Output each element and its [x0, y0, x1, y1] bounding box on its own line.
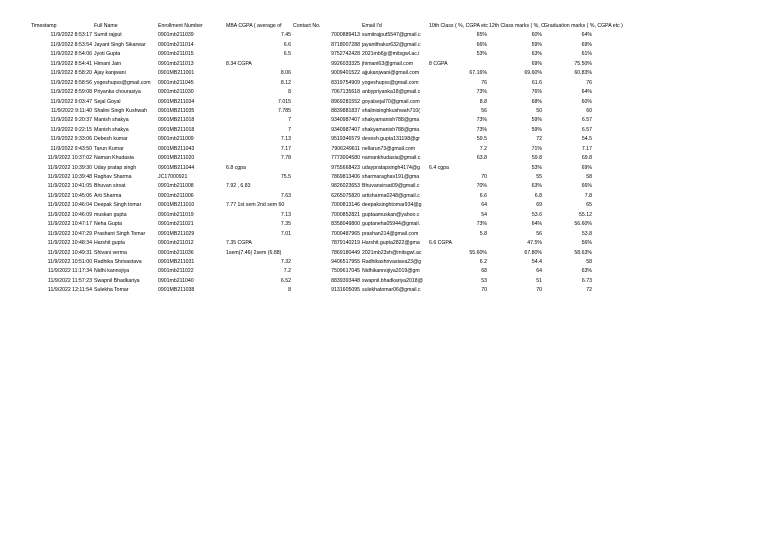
cell-10th-class[interactable]: 5.8	[479, 230, 487, 237]
cell-contact-no[interactable]: 9340987407	[331, 117, 360, 124]
cell-graduation[interactable]: 7.17	[581, 145, 592, 152]
cell-mba-cgpa[interactable]: 7.32	[280, 258, 291, 265]
cell-contact-no[interactable]: 9131605095	[331, 287, 360, 294]
table-row	[30, 182, 747, 191]
cell-full-name[interactable]: Shalini Singh Kushwah	[94, 107, 148, 114]
cell-12th-class[interactable]: 67.80%	[524, 249, 542, 256]
cell-enrollment-number[interactable]: 0901mb211030	[158, 89, 194, 96]
cell-contact-no[interactable]: 8969281552	[331, 98, 360, 105]
cell-mba-cgpa[interactable]: 7.35 CGPA	[226, 240, 252, 247]
cell-10th-class[interactable]: 6.6	[479, 192, 487, 199]
cell-timestamp[interactable]: 11/9/2022 9:43:50	[50, 145, 92, 152]
cell-mba-cgpa[interactable]: 6.52	[280, 277, 291, 284]
table-row	[30, 258, 747, 267]
cell-contact-no[interactable]: 9926033325	[331, 60, 360, 67]
cell-full-name[interactable]: Himani Jain	[94, 60, 122, 67]
cell-contact-no[interactable]: 9519346579	[331, 136, 360, 143]
cell-enrollment-number[interactable]: 0901MB211038	[158, 287, 195, 294]
cell-graduation[interactable]: 7.8	[584, 192, 592, 199]
table-row	[30, 211, 747, 220]
cell-enrollment-number[interactable]: 0901mb211036	[158, 249, 194, 256]
cell-email[interactable]: sulekhatomar06@gmail.c	[362, 287, 421, 294]
cell-contact-no[interactable]: 9406517955	[331, 258, 360, 265]
cell-graduation[interactable]: 54.5	[581, 136, 592, 143]
cell-enrollment-number[interactable]: 0901mb211006	[158, 192, 194, 199]
cell-contact-no[interactable]: 8839393448	[331, 277, 360, 284]
cell-12th-class[interactable]: 72	[536, 136, 542, 143]
cell-enrollment-number[interactable]: 0901MB211031	[158, 258, 195, 265]
table-row	[30, 164, 747, 173]
cell-timestamp[interactable]: 11/9/2022 8:53:54	[50, 41, 92, 48]
cell-email[interactable]: sumitrajput5547@gmail.c	[362, 32, 421, 39]
cell-timestamp[interactable]: 11/9/2022 11:17:34	[48, 268, 92, 275]
cell-10th-class[interactable]: 54	[481, 211, 487, 218]
cell-full-name[interactable]: yogeshupss@gmail.com	[94, 79, 151, 86]
cell-full-name[interactable]: muskan gupta	[94, 211, 127, 218]
cell-enrollment-number[interactable]: 0901mb211040	[158, 277, 194, 284]
cell-10th-class[interactable]: 55.60%	[469, 249, 487, 256]
cell-email[interactable]: ajjukanjwani@gmail.com	[362, 70, 420, 77]
cell-enrollment-number[interactable]: 0901MB211010	[158, 202, 195, 209]
cell-mba-cgpa[interactable]: 7	[288, 117, 291, 124]
table-row	[30, 230, 747, 239]
cell-graduation[interactable]: 55.12	[579, 211, 592, 218]
cell-full-name[interactable]: Raghav Sharma	[94, 174, 132, 180]
cell-full-name[interactable]: Prashant Singh Tomar	[94, 230, 146, 237]
cell-graduation[interactable]: 64%	[581, 32, 592, 39]
cell-graduation[interactable]: 58	[586, 258, 592, 265]
cell-12th-class[interactable]: 68%	[531, 98, 542, 105]
cell-graduation[interactable]: 76	[586, 79, 592, 86]
cell-enrollment-number[interactable]: 0901mb211021	[158, 221, 194, 228]
cell-contact-no[interactable]: 7509617045	[331, 268, 360, 275]
cell-10th-class[interactable]: 73%	[476, 221, 487, 228]
cell-email[interactable]: 2021mb6jy@mitsgwl.ac.i	[362, 51, 420, 58]
cell-enrollment-number[interactable]: 0901mb211015	[158, 51, 194, 58]
cell-enrollment-number[interactable]: 0901MB211044	[158, 164, 195, 171]
cell-email[interactable]: Nidhikannojiya2019@gm	[362, 268, 420, 275]
cell-timestamp[interactable]: 11/9/2022 10:49:31	[47, 249, 92, 256]
cell-12th-class[interactable]: 59%	[531, 117, 542, 124]
cell-10th-class[interactable]: 70%	[476, 183, 487, 190]
cell-10th-class[interactable]: 8 CGPA	[429, 60, 448, 67]
cell-email[interactable]: nellarun73@gmail.com	[362, 145, 416, 152]
cell-graduation[interactable]: 69%	[581, 164, 592, 171]
cell-full-name[interactable]: Neha Gupta	[94, 221, 122, 228]
cell-mba-cgpa[interactable]: 7.13	[280, 211, 291, 218]
cell-mba-cgpa[interactable]: 8.12	[280, 79, 291, 86]
cell-email[interactable]: shakyamanish788@gma	[362, 126, 420, 133]
cell-contact-no[interactable]: 7773004580	[331, 155, 360, 162]
cell-full-name[interactable]: Ajay kanjwani	[94, 70, 126, 77]
header-graduation[interactable]: Graduation marks ( %, CGPA etc )	[544, 23, 623, 29]
cell-mba-cgpa[interactable]: 7.01	[280, 230, 291, 237]
cell-email[interactable]: udaypratapsingh4174@g	[362, 164, 421, 171]
cell-email[interactable]: guptaamuskan@yahoo.c	[362, 211, 420, 218]
cell-graduation[interactable]: 69.8	[581, 155, 592, 162]
cell-email[interactable]: jhimani63@gmail.com	[362, 60, 414, 67]
cell-12th-class[interactable]: 56	[536, 230, 542, 237]
cell-12th-class[interactable]: 59%	[531, 126, 542, 133]
cell-enrollment-number[interactable]: 0901MB211018	[158, 117, 195, 124]
cell-email[interactable]: namankhudasia@gmail.c	[362, 155, 421, 162]
cell-timestamp[interactable]: 11/9/2022 10:46:09	[47, 211, 92, 218]
cell-10th-class[interactable]: 6.6 CGPA	[429, 240, 452, 247]
cell-full-name[interactable]: Sulekha Tomar	[94, 287, 129, 294]
cell-12th-class[interactable]: 76%	[531, 89, 542, 96]
cell-timestamp[interactable]: 11/9/2022 11:57:23	[48, 277, 92, 284]
cell-12th-class[interactable]: 6.8	[534, 192, 542, 199]
table-row	[30, 69, 747, 78]
cell-contact-no[interactable]: 8358049800	[331, 221, 360, 228]
cell-12th-class[interactable]: 59%	[531, 41, 542, 48]
table-row	[30, 249, 747, 258]
cell-12th-class[interactable]: 47.5%	[527, 240, 542, 247]
cell-timestamp[interactable]: 11/9/2022 10:37:02	[47, 155, 92, 162]
cell-full-name[interactable]: Manish shakya	[94, 117, 129, 124]
table-row	[30, 41, 747, 50]
cell-mba-cgpa[interactable]: 7.45	[280, 32, 291, 39]
cell-email[interactable]: prashan214@gmail.com	[362, 230, 419, 237]
cell-contact-no[interactable]: 9755668423	[331, 164, 360, 171]
cell-timestamp[interactable]: 11/9/2022 9:03:47	[50, 98, 92, 105]
header-contact-no[interactable]: Contact No.	[293, 23, 321, 29]
header-mba-cgpa[interactable]: MBA CGPA ( average of	[226, 23, 282, 29]
header-row	[30, 22, 747, 31]
header-email[interactable]: Email I'd	[362, 23, 382, 29]
cell-contact-no[interactable]: 8839881837	[331, 107, 360, 114]
cell-enrollment-number[interactable]: 0901MB211034	[158, 98, 195, 105]
cell-12th-class[interactable]: 59.8	[531, 155, 542, 162]
table-body	[30, 31, 747, 295]
cell-full-name[interactable]: Priyanka chourasiya	[94, 89, 141, 96]
cell-10th-class[interactable]: 63.8	[476, 155, 487, 162]
cell-graduation[interactable]: 58.63%	[574, 249, 592, 256]
cell-timestamp[interactable]: 11/9/2022 9:20:37	[50, 117, 92, 124]
cell-email[interactable]: shakyamanish788@gma	[362, 117, 420, 124]
cell-email[interactable]: deepaksinghtomar934@g	[362, 202, 422, 209]
cell-10th-class[interactable]: 53	[481, 277, 487, 284]
cell-mba-cgpa[interactable]: 7.78	[280, 155, 291, 162]
cell-10th-class[interactable]: 56	[481, 107, 487, 114]
table-row	[30, 60, 747, 69]
cell-enrollment-number[interactable]: 0901mb211012	[158, 240, 194, 247]
cell-full-name[interactable]: Swapnil Bhadkariya	[94, 277, 140, 284]
table-row	[30, 201, 747, 210]
cell-full-name[interactable]: Manish shakya	[94, 126, 129, 133]
cell-email[interactable]: guptaneha05944@gmail.	[362, 221, 421, 228]
cell-full-name[interactable]: Sumit rajput	[94, 32, 122, 39]
cell-email[interactable]: jayantthakur632@gmail.c	[362, 41, 421, 48]
cell-mba-cgpa[interactable]: 7.63	[280, 192, 291, 199]
cell-email[interactable]: Harshit.gupta2822@gma	[362, 240, 420, 247]
cell-mba-cgpa[interactable]: 7.92 , 6.83	[226, 183, 251, 190]
cell-12th-class[interactable]: 53.6	[531, 211, 542, 218]
cell-timestamp[interactable]: 11/9/2022 8:58:56	[50, 79, 92, 86]
cell-graduation[interactable]: 66%	[581, 183, 592, 190]
spreadsheet	[30, 22, 747, 296]
cell-graduation[interactable]: 6.57	[581, 117, 592, 124]
cell-graduation[interactable]: 64%	[581, 89, 592, 96]
cell-enrollment-number[interactable]: 0901MB211029	[158, 230, 195, 237]
cell-mba-cgpa[interactable]: 7	[288, 126, 291, 133]
cell-full-name[interactable]: Uday pratap singh	[94, 164, 137, 171]
cell-full-name[interactable]: Shivani verma	[94, 249, 127, 256]
cell-mba-cgpa[interactable]: 8.06	[280, 70, 291, 77]
cell-12th-class[interactable]: 70	[536, 287, 542, 294]
cell-contact-no[interactable]: 7000889413	[331, 32, 360, 39]
cell-graduation[interactable]: 69%	[581, 41, 592, 48]
cell-10th-class[interactable]: 70	[481, 287, 487, 294]
cell-email[interactable]: 2021mb23sh@mitsgwl.ac	[362, 249, 422, 256]
cell-email[interactable]: artisharma0248@gmail.c	[362, 192, 420, 199]
cell-timestamp[interactable]: 11/9/2022 9:33:06	[50, 136, 92, 143]
table-row	[30, 192, 747, 201]
table-row	[30, 145, 747, 154]
cell-timestamp[interactable]: 11/9/2022 10:41:05	[47, 183, 92, 190]
cell-email[interactable]: goyalsejal70@gmail.com	[362, 98, 420, 105]
header-enrollment-number[interactable]: Enrollment Number	[158, 23, 203, 29]
cell-10th-class[interactable]: 6.4 cgpa	[429, 164, 449, 171]
cell-email[interactable]: anbypriyanka18@gmail.c	[362, 89, 421, 96]
header-full-name[interactable]: Full Name	[94, 23, 118, 29]
cell-timestamp[interactable]: 11/9/2022 8:53:17	[50, 32, 92, 39]
table-row	[30, 107, 747, 116]
cell-timestamp[interactable]: 11/9/2022 10:46:04	[47, 202, 92, 209]
table-row	[30, 239, 747, 248]
cell-10th-class[interactable]: 65%	[476, 32, 487, 39]
cell-10th-class[interactable]: 66%	[476, 41, 487, 48]
cell-enrollment-number[interactable]: 0901mb211014	[158, 41, 194, 48]
table-row	[30, 126, 747, 135]
cell-12th-class[interactable]: 63%	[531, 51, 542, 58]
cell-12th-class[interactable]: 61.6	[531, 79, 542, 86]
cell-contact-no[interactable]: 6265075820	[331, 192, 360, 199]
cell-enrollment-number[interactable]: 0901mb211039	[158, 32, 194, 39]
table-row	[30, 79, 747, 88]
table-row	[30, 267, 747, 276]
cell-mba-cgpa[interactable]: 8	[288, 287, 291, 294]
table-row	[30, 286, 747, 295]
cell-contact-no[interactable]: 7879140219	[331, 240, 360, 247]
cell-contact-no[interactable]: 9340987407	[331, 126, 360, 133]
table-row	[30, 173, 747, 182]
cell-timestamp[interactable]: 11/9/2022 10:51:00	[47, 258, 92, 265]
cell-contact-no[interactable]: 7000813146	[331, 202, 360, 209]
cell-full-name[interactable]: Bhuvan sirsat	[94, 183, 126, 190]
cell-12th-class[interactable]: 54.4	[531, 258, 542, 265]
cell-timestamp[interactable]: 11/9/2022 10:45:06	[47, 192, 92, 199]
cell-timestamp[interactable]: 11/9/2022 10:39:48	[47, 174, 92, 180]
cell-10th-class[interactable]: 59.5	[476, 136, 487, 143]
header-timestamp[interactable]: Timestamp	[31, 23, 57, 29]
cell-timestamp[interactable]: 11/9/2022 10:48:34	[47, 240, 92, 247]
cell-enrollment-number[interactable]: 0901MB211043	[158, 145, 195, 152]
cell-timestamp[interactable]: 11/9/2022 8:59:08	[50, 89, 92, 96]
cell-enrollment-number[interactable]: 0901MB211001	[158, 70, 195, 77]
cell-timestamp[interactable]: 11/9/2022 8:58:20	[50, 70, 92, 77]
cell-graduation[interactable]: 56%	[581, 240, 592, 247]
cell-graduation[interactable]: 75.50%	[574, 60, 592, 67]
table-row	[30, 88, 747, 97]
cell-10th-class[interactable]: 68	[481, 268, 487, 275]
cell-full-name[interactable]: Nidhi kannojiya	[94, 268, 130, 275]
cell-12th-class[interactable]: 69.60%	[524, 70, 542, 77]
cell-full-name[interactable]: Jyoti Gupta	[94, 51, 121, 58]
cell-graduation[interactable]: 63%	[581, 268, 592, 275]
cell-graduation[interactable]: 60	[586, 107, 592, 114]
cell-mba-cgpa[interactable]: 6.8 cgpa	[226, 164, 246, 171]
cell-graduation[interactable]: 72	[586, 287, 592, 294]
cell-email[interactable]: sharmaraghav191@gma	[362, 174, 420, 180]
cell-full-name[interactable]: Jayant Singh Sikarwar	[94, 41, 146, 48]
cell-mba-cgpa[interactable]: 7.77 1st sem 2nd sem 60	[226, 202, 285, 209]
cell-timestamp[interactable]: 11/9/2022 9:11:40	[50, 107, 92, 114]
cell-12th-class[interactable]: 50	[536, 107, 542, 114]
table-row	[30, 220, 747, 229]
cell-10th-class[interactable]: 73%	[476, 117, 487, 124]
cell-contact-no[interactable]: 9826023653	[331, 183, 360, 190]
cell-contact-no[interactable]: 7000487965	[331, 230, 360, 237]
cell-timestamp[interactable]: 11/9/2022 9:22:15	[50, 126, 92, 133]
cell-enrollment-number[interactable]: 0901mb211022	[158, 268, 194, 275]
cell-contact-no[interactable]: 8319754909	[331, 79, 360, 86]
cell-contact-no[interactable]: 7869813406	[331, 174, 360, 180]
cell-mba-cgpa[interactable]: 7.2	[283, 268, 291, 275]
cell-full-name[interactable]: Tarun Kumar	[94, 145, 124, 152]
cell-email[interactable]: swapnil.bhadkariya2018@	[362, 277, 423, 284]
cell-full-name[interactable]: Debesh kumar	[94, 136, 128, 143]
table-row	[30, 135, 747, 144]
cell-mba-cgpa[interactable]: 7.17	[280, 145, 291, 152]
cell-full-name[interactable]: Naman Khudasia	[94, 155, 134, 162]
cell-enrollment-number[interactable]: 0901MB211035	[158, 107, 195, 114]
cell-timestamp[interactable]: 11/9/2022 12:11:54	[48, 287, 92, 294]
cell-mba-cgpa[interactable]: 7.015	[278, 98, 291, 105]
cell-12th-class[interactable]: 53%	[531, 164, 542, 171]
cell-12th-class[interactable]: 71%	[531, 145, 542, 152]
cell-enrollment-number[interactable]: 0901mb211013	[158, 60, 194, 67]
cell-12th-class[interactable]: 69	[536, 202, 542, 209]
cell-contact-no[interactable]: 9752742428	[331, 51, 360, 58]
cell-email[interactable]: devesh.gupta131198@gr	[362, 136, 420, 143]
cell-10th-class[interactable]: 64	[481, 202, 487, 209]
cell-timestamp[interactable]: 11/9/2022 10:39:30	[47, 164, 92, 171]
cell-mba-cgpa[interactable]: 1sem(7.46) 2sem (6.88)	[226, 249, 282, 256]
cell-contact-no[interactable]: 7000852821	[331, 211, 360, 218]
cell-contact-no[interactable]: 9009401522	[331, 70, 360, 77]
cell-enrollment-number[interactable]: 0901mb211009	[158, 136, 194, 143]
cell-graduation[interactable]: 60%	[581, 98, 592, 105]
cell-email[interactable]: yogeshupss@gmail.com	[362, 79, 419, 86]
cell-mba-cgpa[interactable]: 7.35	[280, 221, 291, 228]
table-row	[30, 277, 747, 286]
table-row	[30, 154, 747, 163]
cell-10th-class[interactable]: 73%	[476, 89, 487, 96]
cell-contact-no[interactable]: 7067135618	[331, 89, 360, 96]
table-row	[30, 116, 747, 125]
cell-10th-class[interactable]: 6.2	[479, 258, 487, 265]
cell-10th-class[interactable]: 70	[481, 174, 487, 180]
cell-contact-no[interactable]: 7906249611	[331, 145, 360, 152]
table-row	[30, 31, 747, 40]
cell-full-name[interactable]: Arti Sharma	[94, 192, 122, 199]
cell-enrollment-number[interactable]: 0901MB211020	[158, 155, 195, 162]
cell-graduation[interactable]: 60.83%	[574, 70, 592, 77]
header-12th-class[interactable]: 12th Class marks ( %, C	[489, 23, 545, 29]
cell-timestamp[interactable]: 11/9/2022 10:47:29	[47, 230, 92, 237]
cell-mba-cgpa[interactable]: 6.6	[283, 41, 291, 48]
cell-mba-cgpa[interactable]: 75.5	[280, 174, 291, 180]
cell-12th-class[interactable]: 55	[536, 174, 542, 180]
cell-mba-cgpa[interactable]: 7.785	[278, 107, 291, 114]
cell-enrollment-number[interactable]: 0901mb211045	[158, 79, 194, 86]
cell-12th-class[interactable]: 63%	[531, 183, 542, 190]
cell-12th-class[interactable]: 64	[536, 268, 542, 275]
cell-email[interactable]: Bhuvansirsat09@gmail.c	[362, 183, 420, 190]
table-row	[30, 50, 747, 59]
cell-12th-class[interactable]: 51	[536, 277, 542, 284]
cell-timestamp[interactable]: 11/9/2022 8:54:06	[50, 51, 92, 58]
table-row	[30, 98, 747, 107]
cell-enrollment-number[interactable]: 0901MB211018	[158, 126, 195, 133]
cell-enrollment-number[interactable]: JC17000921	[158, 174, 188, 180]
cell-mba-cgpa[interactable]: 8.34 CGPA	[226, 60, 252, 67]
cell-mba-cgpa[interactable]: 7.13	[280, 136, 291, 143]
cell-graduation[interactable]: 58	[586, 174, 592, 180]
cell-10th-class[interactable]: 8.8	[479, 98, 487, 105]
cell-mba-cgpa[interactable]: 8	[288, 89, 291, 96]
cell-timestamp[interactable]: 11/9/2022 10:47:17	[47, 221, 92, 228]
cell-12th-class[interactable]: 69%	[531, 60, 542, 67]
cell-graduation[interactable]: 6.57	[581, 126, 592, 133]
cell-full-name[interactable]: Harshit gupta	[94, 240, 125, 247]
cell-timestamp[interactable]: 11/9/2022 8:54:41	[50, 60, 92, 67]
cell-12th-class[interactable]: 64%	[531, 221, 542, 228]
cell-contact-no[interactable]: 8718007288	[331, 41, 360, 48]
cell-full-name[interactable]: Radhika Shrivastava	[94, 258, 142, 265]
cell-email[interactable]: shalinisinghkushwah710(	[362, 107, 420, 114]
cell-graduation[interactable]: 65	[586, 202, 592, 209]
cell-10th-class[interactable]: 76	[481, 79, 487, 86]
cell-contact-no[interactable]: 7869180449	[331, 249, 360, 256]
cell-10th-class[interactable]: 73%	[476, 126, 487, 133]
cell-10th-class[interactable]: 53%	[476, 51, 487, 58]
cell-graduation[interactable]: 6.73	[581, 277, 592, 284]
cell-mba-cgpa[interactable]: 6.5	[283, 51, 291, 58]
cell-graduation[interactable]: 53.8	[581, 230, 592, 237]
header-10th-class[interactable]: 10th Class ( %, CGPA etc	[429, 23, 489, 29]
cell-graduation[interactable]: 61%	[581, 51, 592, 58]
cell-enrollment-number[interactable]: 0901mb211019	[158, 211, 194, 218]
cell-graduation[interactable]: 56.60%	[574, 221, 592, 228]
cell-full-name[interactable]: Sejal Goyal	[94, 98, 121, 105]
cell-12th-class[interactable]: 60%	[531, 32, 542, 39]
cell-email[interactable]: Radhikashrivastava23@g	[362, 258, 422, 265]
cell-10th-class[interactable]: 7.2	[479, 145, 487, 152]
cell-full-name[interactable]: Deepak Singh tomar	[94, 202, 142, 209]
cell-10th-class[interactable]: 67.16%	[469, 70, 487, 77]
cell-enrollment-number[interactable]: 0901mb211008	[158, 183, 194, 190]
